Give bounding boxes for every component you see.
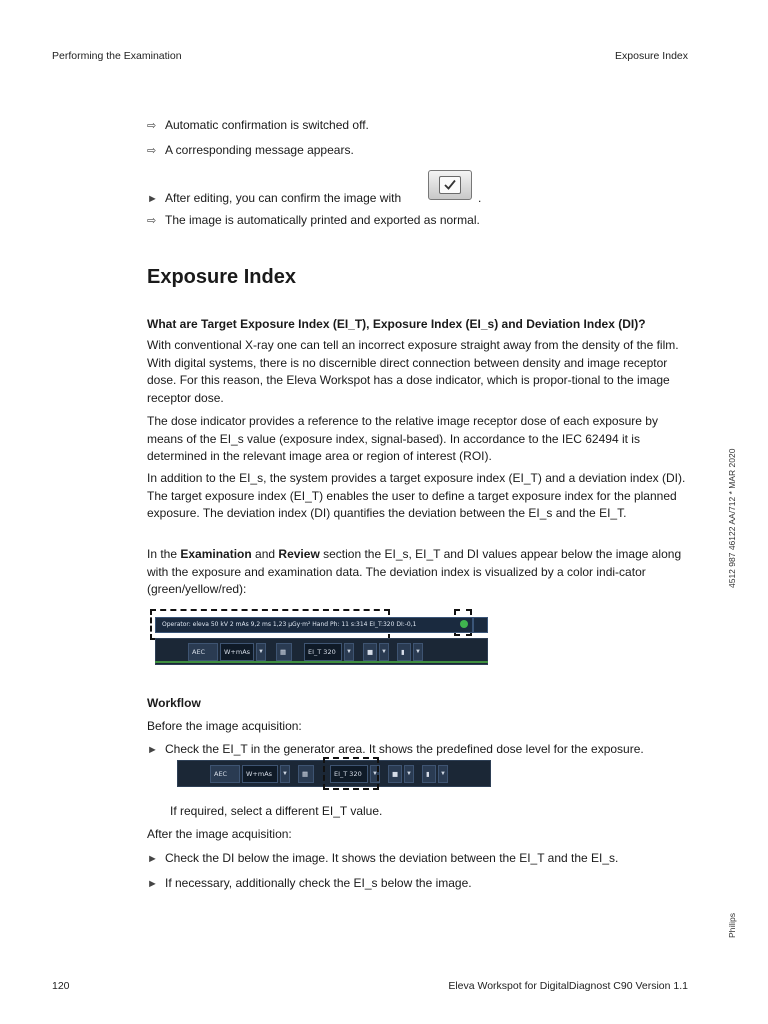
workflow-after: After the image acquisition: [147,827,292,841]
confirm-image-button[interactable] [428,170,472,200]
step-bullet-icon: ► [147,878,158,890]
workflow-heading: Workflow [147,696,201,710]
chevron-down-icon[interactable]: ▼ [256,643,266,661]
deviation-index-indicator [460,620,468,628]
result-line: ⇨ The image is automatically printed and exported as normal. [147,213,480,227]
chevron-down-icon[interactable]: ▼ [413,643,423,661]
technique-select[interactable]: W+mAs [220,643,254,661]
info-bar-end [473,617,488,633]
paragraph-4: In the Examination and Review section the EI_s, EI_T and DI values appear below the image along with the exposure and examination data. The deviation index is visualized by a color indi-cator (green/yellow/red): [147,547,682,597]
target-exposure-index-select[interactable]: EI_T 320 [330,765,368,783]
step-bullet-icon: ► [147,193,158,205]
strip-divider [155,661,488,663]
chevron-down-icon[interactable]: ▼ [344,643,354,661]
exposure-info-bar: Operator: eleva 50 kV 2 mAs 9,2 ms 1,23 µGy·m² Hand Ph: 11 s:314 EI_T:320 DI:-0,1 [155,617,473,633]
chevron-down-icon[interactable]: ▼ [379,643,389,661]
product-name: Eleva Workspot for DigitalDiagnost C90 Version 1.1 [448,980,688,992]
target-exposure-index-select[interactable]: EI_T 320 [304,643,342,661]
result-arrow-icon: ⇨ [147,215,157,227]
result-line: ⇨ A corresponding message appears. [147,143,354,157]
document-icon[interactable]: ▮ [397,643,411,661]
result-line: ⇨ Automatic confirmation is switched off. [147,118,369,132]
aec-button[interactable]: AEC [210,765,240,783]
chevron-down-icon[interactable]: ▼ [370,765,380,783]
checkmark-icon [439,176,461,194]
stop-icon[interactable]: ■ [363,643,377,661]
page-number: 120 [52,980,70,992]
chevron-down-icon[interactable]: ▼ [438,765,448,783]
technique-select[interactable]: W+mAs [242,765,278,783]
grid-icon[interactable]: ▦ [298,765,314,783]
step-line: ► Check the DI below the image. It shows the deviation between the EI_T and the EI_s. [147,851,619,865]
step-line: ► If necessary, additionally check the EI_s below the image. [147,876,472,890]
document-code: 4512 987 46122 AA/712 * MAR 2020 [727,448,737,588]
grid-icon[interactable]: ▦ [276,643,292,661]
step-line-period: . [478,191,482,205]
step-bullet-icon: ► [147,744,158,756]
workflow-before: Before the image acquisition: [147,719,302,733]
chevron-down-icon[interactable]: ▼ [404,765,414,783]
step-line: ► Check the EI_T in the generator area. It shows the predefined dose level for the exposure. [147,742,644,756]
running-header-left: Performing the Examination [52,50,182,62]
step-line: ► After editing, you can confirm the image with [147,191,402,205]
running-header-right: Exposure Index [615,50,688,62]
document-icon[interactable]: ▮ [422,765,436,783]
question-heading: What are Target Exposure Index (EI_T), Exposure Index (EI_s) and Deviation Index (DI)? [147,317,646,331]
brand-name: Philips [727,912,737,938]
chevron-down-icon[interactable]: ▼ [280,765,290,783]
paragraph-1: With conventional X-ray one can tell an incorrect exposure straight away from the density of the film. With digital systems, there is no discernible direct connection between density and image receptor dose. For this reason, the Eleva Workspot has a dose indicator, which is propor-tional to the image receptor dose. [147,338,679,405]
paragraph-2: The dose indicator provides a reference to the relative image receptor dose of each exposure by means of the EI_s value (exposure index, signal-based). In accordance to the IEC 62494 it is determined in the relevant image area or region of interest (ROI). [147,414,658,464]
result-arrow-icon: ⇨ [147,145,157,157]
result-arrow-icon: ⇨ [147,120,157,132]
if-required-text: If required, select a different EI_T value. [170,804,383,818]
stop-icon[interactable]: ■ [388,765,402,783]
step-bullet-icon: ► [147,853,158,865]
eit-highlight-box [323,757,379,790]
aec-button[interactable]: AEC [188,643,218,661]
paragraph-3: In addition to the EI_s, the system provides a target exposure index (EI_T) and a deviation index (DI). The target exposure index (EI_T) enables the user to define a target exposure index for the planned exposure. The deviation index (DI) quantifies the deviation between the EI_s and the EI_T. [147,471,686,521]
section-title: Exposure Index [147,266,296,288]
